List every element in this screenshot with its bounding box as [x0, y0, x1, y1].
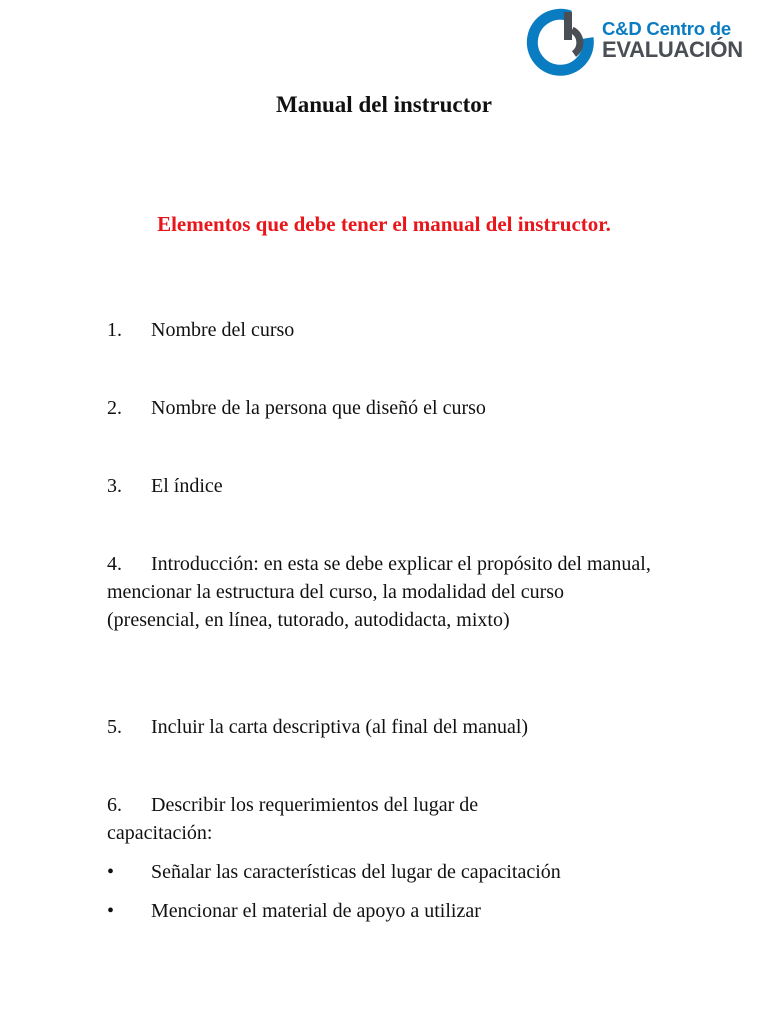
- list-item-text: Introducción: en esta se debe explicar el propósito del manual, mencionar la estructura del curso, la modalidad del curso (presencial, en línea, tutorado, autodidacta, mixto): [107, 553, 651, 631]
- company-logo: [526, 8, 756, 78]
- list-item: [107, 550, 659, 634]
- bullet-mark: •: [107, 861, 115, 883]
- list-item-number: 1.: [107, 319, 122, 341]
- list-item: [107, 791, 577, 847]
- logo-ring-icon: [526, 8, 596, 78]
- list-item-text: El índice: [151, 475, 223, 497]
- logo-text-line1: C&D Centro de: [602, 18, 731, 39]
- list-item: [107, 394, 687, 422]
- list-item-text: Incluir la carta descriptiva (al final del manual): [151, 716, 529, 738]
- bullet-item: [107, 858, 687, 886]
- logo-text-line2: EVALUACIÓN: [602, 37, 743, 62]
- list-item-number: 4.: [107, 553, 122, 575]
- list-item-text: Nombre del curso: [151, 319, 295, 341]
- list-item-number: 6.: [107, 794, 122, 816]
- list-item-number: 5.: [107, 716, 122, 738]
- list-item: [107, 713, 687, 741]
- bullet-text: Señalar las características del lugar de capacitación: [151, 861, 561, 883]
- list-item-text: Describir los requerimientos del lugar de capacitación:: [107, 794, 479, 844]
- bullet-item: [107, 897, 687, 925]
- list-item-number: 2.: [107, 397, 122, 419]
- section-subtitle: Elementos que debe tener el manual del instructor.: [157, 212, 611, 236]
- bullet-text: Mencionar el material de apoyo a utilizar: [151, 900, 481, 922]
- list-item-number: 3.: [107, 475, 122, 497]
- bullet-mark: •: [107, 900, 115, 922]
- page-title: Manual del instructor: [276, 92, 492, 117]
- list-item: [107, 472, 687, 500]
- list-item-text: Nombre de la persona que diseñó el curso: [151, 397, 486, 419]
- list-item: [107, 316, 687, 344]
